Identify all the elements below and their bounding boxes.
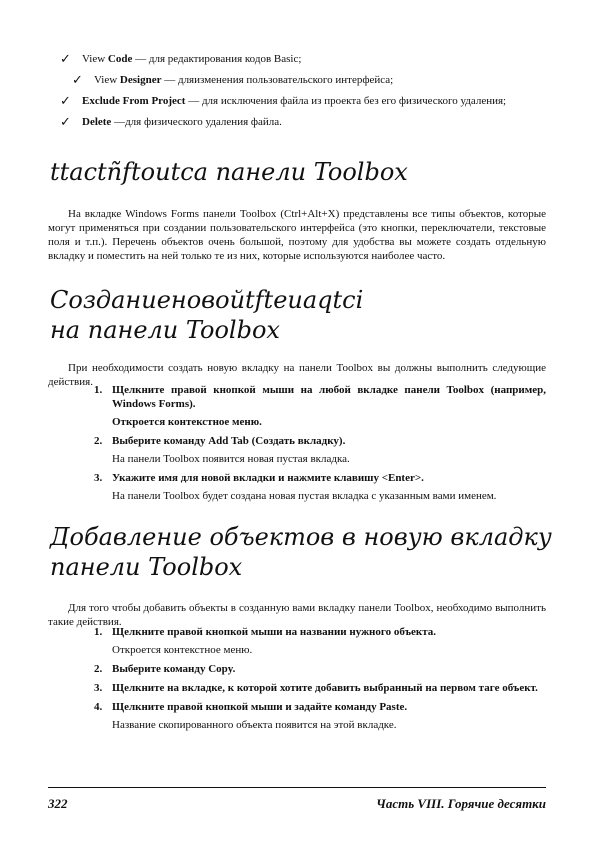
list-item <box>60 94 550 108</box>
heading-line: Добавление объектов в новую вкладку <box>50 523 552 551</box>
step-item <box>94 383 546 429</box>
item-command: Designer <box>119 74 162 86</box>
heading-line: на панели Toolbox <box>50 316 280 344</box>
checkmark-icon: ✓ <box>60 93 71 108</box>
menu-commands-list <box>60 52 550 136</box>
page-number: 322 <box>48 796 68 811</box>
footer-divider <box>48 787 546 788</box>
step-number: 1. <box>94 384 103 396</box>
step-result: Откроется контекстное меню. <box>112 644 253 656</box>
step-action: Щелкните на вкладке, к которой хотите добавить выбранный на первом таге объект. <box>112 682 538 694</box>
step-result: На панели Toolbox появится новая пустая вкладка. <box>112 453 350 465</box>
item-command: Exclude From Project <box>82 95 186 107</box>
checkmark-icon: ✓ <box>60 51 71 66</box>
list-item <box>72 73 550 87</box>
step-number: 2. <box>94 435 103 447</box>
item-command: Delete <box>82 116 112 128</box>
step-result: На панели Toolbox будет создана новая пустая вкладка с указанным вами именем. <box>112 490 497 502</box>
item-text-before: View <box>82 53 108 65</box>
new-tab-paragraph: При необходимости создать новую вкладку на панели Toolbox вы должны выполнить следующие действия. <box>48 362 546 388</box>
step-item <box>94 434 546 466</box>
step-action: Щелкните правой кнопкой мыши на названии нужного объекта. <box>112 626 437 638</box>
step-result: Откроется контекстное меню. <box>112 416 262 428</box>
item-command: Code <box>107 53 133 65</box>
step-item <box>94 471 546 503</box>
step-item <box>94 700 546 732</box>
step-number: 3. <box>94 472 103 484</box>
new-tab-steps <box>94 383 546 508</box>
step-number: 3. <box>94 682 103 694</box>
item-description: — для исключения файла из проекта без его физического удаления; <box>185 95 507 107</box>
step-action: Выберите команду Add Tab (Создать вкладку). <box>112 435 346 447</box>
list-item <box>60 115 550 129</box>
section-heading-toolbox: ttactñftoutca панели Toolbox <box>50 158 408 186</box>
step-result: Название скопированного объекта появится на этой вкладке. <box>112 719 397 731</box>
running-footer-title: Часть VIII. Горячие десятки <box>376 796 546 811</box>
step-action: Щелкните правой кнопкой мыши на любой вкладке панели Toolbox (например, Windows Forms). <box>112 384 546 410</box>
heading-line: панели Toolbox <box>50 553 243 581</box>
step-item <box>94 662 546 676</box>
step-action: Щелкните правой кнопкой мыши и задайте команду Paste. <box>112 701 408 713</box>
toolbox-paragraph: На вкладке Windows Forms панели Toolbox (Ctrl+Alt+X) представлены все типы объектов, которые могут применяться при создании пользовательского интерфейса (это кнопки, переключатели, текстовые поля и т.п.). Перечень объектов очень большой, поэтому для удобства вы можете создать отдельную вкладку и поместить на ней только те из них, которые используются наиболее часто. <box>48 208 546 262</box>
section-heading-add-objects <box>50 522 552 582</box>
item-text-before: View <box>94 74 120 86</box>
list-item <box>60 52 550 66</box>
step-number: 2. <box>94 663 103 675</box>
step-number: 4. <box>94 701 103 713</box>
step-action: Выберите команду Copy. <box>112 663 236 675</box>
add-objects-steps <box>94 625 546 737</box>
section-heading-new-tab <box>50 285 363 345</box>
checkmark-icon: ✓ <box>72 72 83 87</box>
step-item <box>94 681 546 695</box>
heading-line: Созданиеновойtfteuaqtci <box>50 286 364 314</box>
add-objects-paragraph: Для того чтобы добавить объекты в созданную вами вкладку панели Toolbox, необходимо выполнить такие действия. <box>48 602 546 628</box>
item-description: — дляизменения пользовательского интерфейса; <box>161 74 394 86</box>
checkmark-icon: ✓ <box>60 114 71 129</box>
item-description: —для физического удаления файла. <box>111 116 282 128</box>
step-number: 1. <box>94 626 103 638</box>
step-item <box>94 625 546 657</box>
step-action: Укажите имя для новой вкладки и нажмите клавишу <Enter>. <box>112 472 424 484</box>
item-description: — для редактирования кодов Basic; <box>132 53 302 65</box>
